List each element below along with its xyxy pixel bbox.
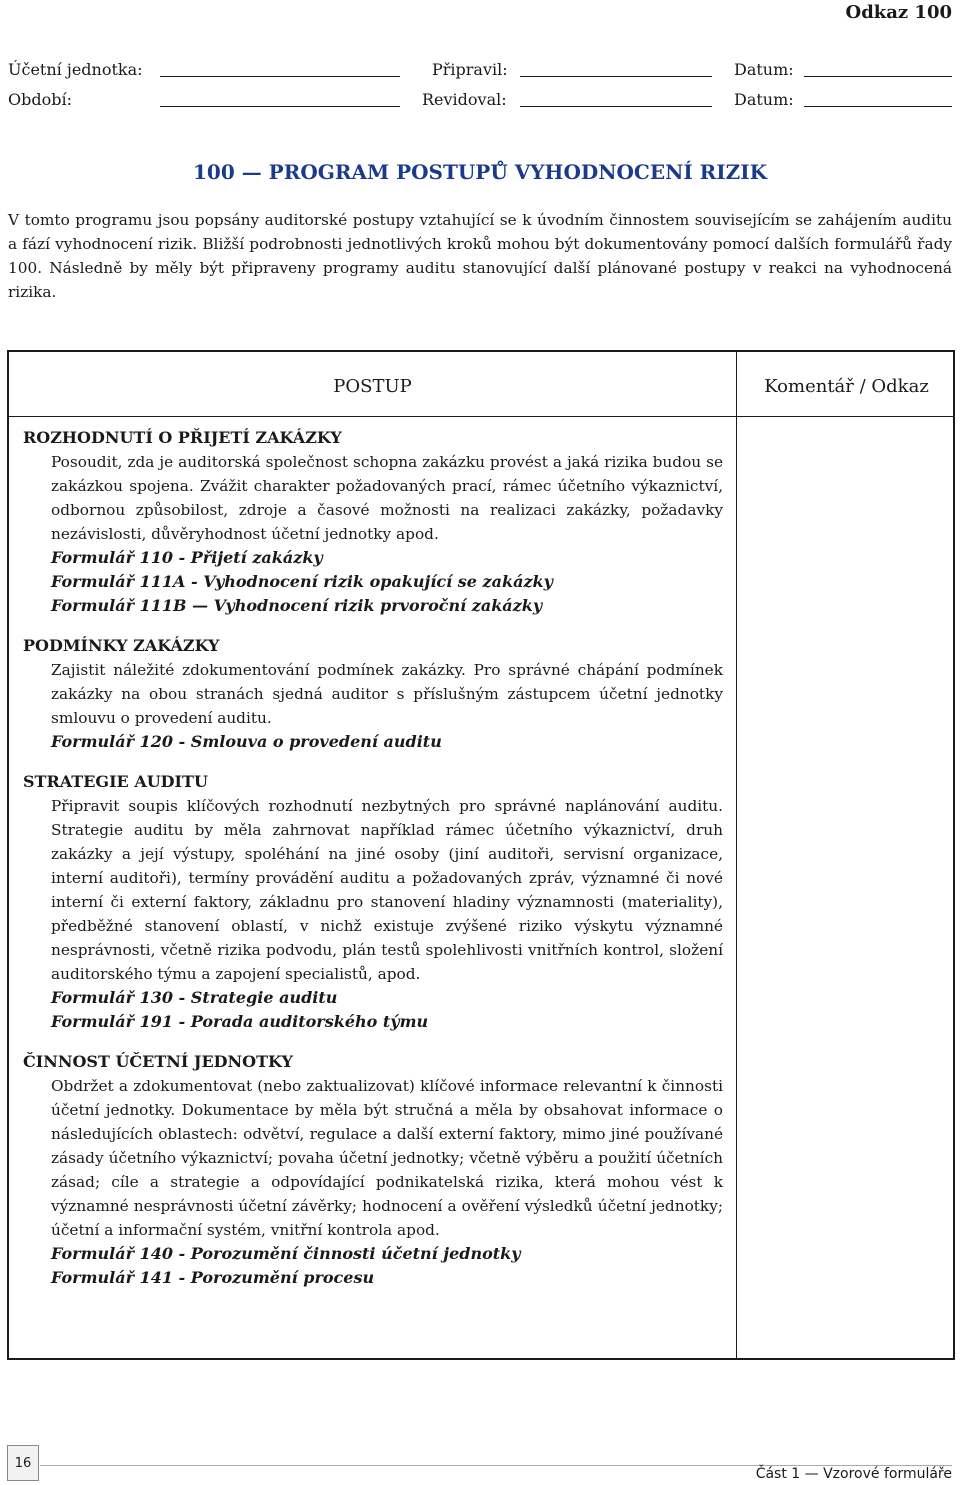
reference-code: Odkaz 100 [845, 2, 952, 23]
form-reference: Formulář 140 - Porozumění činnosti účetní jednotky [51, 1244, 521, 1263]
section-body: Posoudit, zda je auditorská společnost schopna zakázku provést a jaká rizika budou se zakázkou spojena. Zvážit charakter požadovaných prací, rámec účetního výkaznictví, odbornou způsobilost, zdroje a časové možnosti na realizaci zakázky, požadavky nezávislosti, důvěryhodnost účetní jednotky apod. [51, 453, 723, 543]
reviewed-label: Revidoval: [422, 90, 507, 109]
section-title: STRATEGIE AUDITU [23, 772, 208, 791]
section-body: Zajistit náležité zdokumentování podmínek zakázky. Pro správné chápání podmínek zakázky na obou stranách sjedná auditor s příslušným zástupcem účetní jednotky smlouvu o provedení auditu. [51, 661, 723, 727]
period-label: Období: [8, 90, 72, 109]
section-body: Připravit soupis klíčových rozhodnutí nezbytných pro správné naplánování auditu. Strategie auditu by měla zahrnovat například rámec účetního výkaznictví, druh zakázky a její výstupy, spoléhání na jiné osoby (jiní auditoři, servisní organizace, interní auditoři), termíny provádění auditu a požadovaných zpráv, významné či nové interní či externí faktory, základnu pro stanovení hladiny významnosti (materiality), předběžné stanovení oblastí, v nichž existuje zvýšené riziko výskytu významné nesprávnosti, včetně rizika podvodu, plán testů spolehlivosti vnitřních kontrol, složení auditorského týmu a zapojení specialistů, apod. [51, 797, 723, 983]
form-reference: Formulář 191 - Porada auditorského týmu [51, 1012, 429, 1031]
prepared-label: Připravil: [432, 60, 508, 79]
procedure-sections [23, 426, 723, 1306]
period-field[interactable] [160, 106, 400, 107]
section-title: ČINNOST ÚČETNÍ JEDNOTKY [23, 1052, 293, 1071]
footer-section-label: Část 1 — Vzorové formuláře [755, 1466, 952, 1482]
column-divider [736, 352, 737, 1358]
form-reference: Formulář 120 - Smlouva o provedení auditu [51, 732, 442, 751]
section-entity-activity [23, 1050, 723, 1290]
section-title: PODMÍNKY ZAKÁZKY [23, 636, 220, 655]
header-row-2 [8, 90, 952, 114]
form-reference: Formulář 111A - Vyhodnocení rizik opakující se zakázky [51, 572, 553, 591]
page-number: 16 [7, 1445, 39, 1481]
section-body: Obdržet a zdokumentovat (nebo zaktualizovat) klíčové informace relevantní k činnosti účetní jednotky. Dokumentace by měla být stručná a měla by obsahovat informace o následujících oblastech: odvětví, regulace a další externí faktory, mimo jiné používané zásady účetního výkaznictví; povaha účetní jednotky; včetně výběru a použití účetních zásad; cíle a strategie a odpovídající podnikatelská rizika, která mohou vést k významné nesprávnosti účetní závěrky; hodnocení a ověření výsledků účetní jednotky; účetní a informační systém, vnitřní kontrola apod. [51, 1077, 723, 1239]
section-title: ROZHODNUTÍ O PŘIJETÍ ZAKÁZKY [23, 428, 342, 447]
unit-label: Účetní jednotka: [8, 60, 143, 79]
reviewed-field[interactable] [520, 106, 712, 107]
unit-field[interactable] [160, 76, 400, 77]
form-reference: Formulář 110 - Přijetí zakázky [51, 548, 323, 567]
column-header-postup: POSTUP [333, 376, 412, 397]
date-label-2: Datum: [734, 90, 794, 109]
date-field-2[interactable] [804, 106, 952, 107]
intro-paragraph: V tomto programu jsou popsány auditorské postupy vztahující se k úvodním činnostem souvisejícím se zahájením auditu a fází vyhodnocení rizik. Bližší podrobnosti jednotlivých kroků mohou být dokumentovány pomocí dalších formulářů řady 100. Následně by měly být připraveny programy auditu stanovující další plánované postupy v reakci na vyhodnocená rizika. [8, 211, 952, 301]
date-field-1[interactable] [804, 76, 952, 77]
column-header-komentar: Komentář / Odkaz [764, 376, 929, 397]
header-divider [9, 416, 953, 417]
procedure-table [7, 350, 955, 1360]
section-audit-strategy [23, 770, 723, 1034]
section-engagement-terms [23, 634, 723, 754]
form-reference: Formulář 111B — Vyhodnocení rizik prvoroční zakázky [51, 596, 543, 615]
page-title: 100 — PROGRAM POSTUPŮ VYHODNOCENÍ RIZIK [193, 160, 767, 184]
date-label-1: Datum: [734, 60, 794, 79]
section-acceptance [23, 426, 723, 618]
header-row-1 [8, 60, 952, 84]
form-reference: Formulář 141 - Porozumění procesu [51, 1268, 375, 1287]
form-reference: Formulář 130 - Strategie auditu [51, 988, 338, 1007]
prepared-field[interactable] [520, 76, 712, 77]
